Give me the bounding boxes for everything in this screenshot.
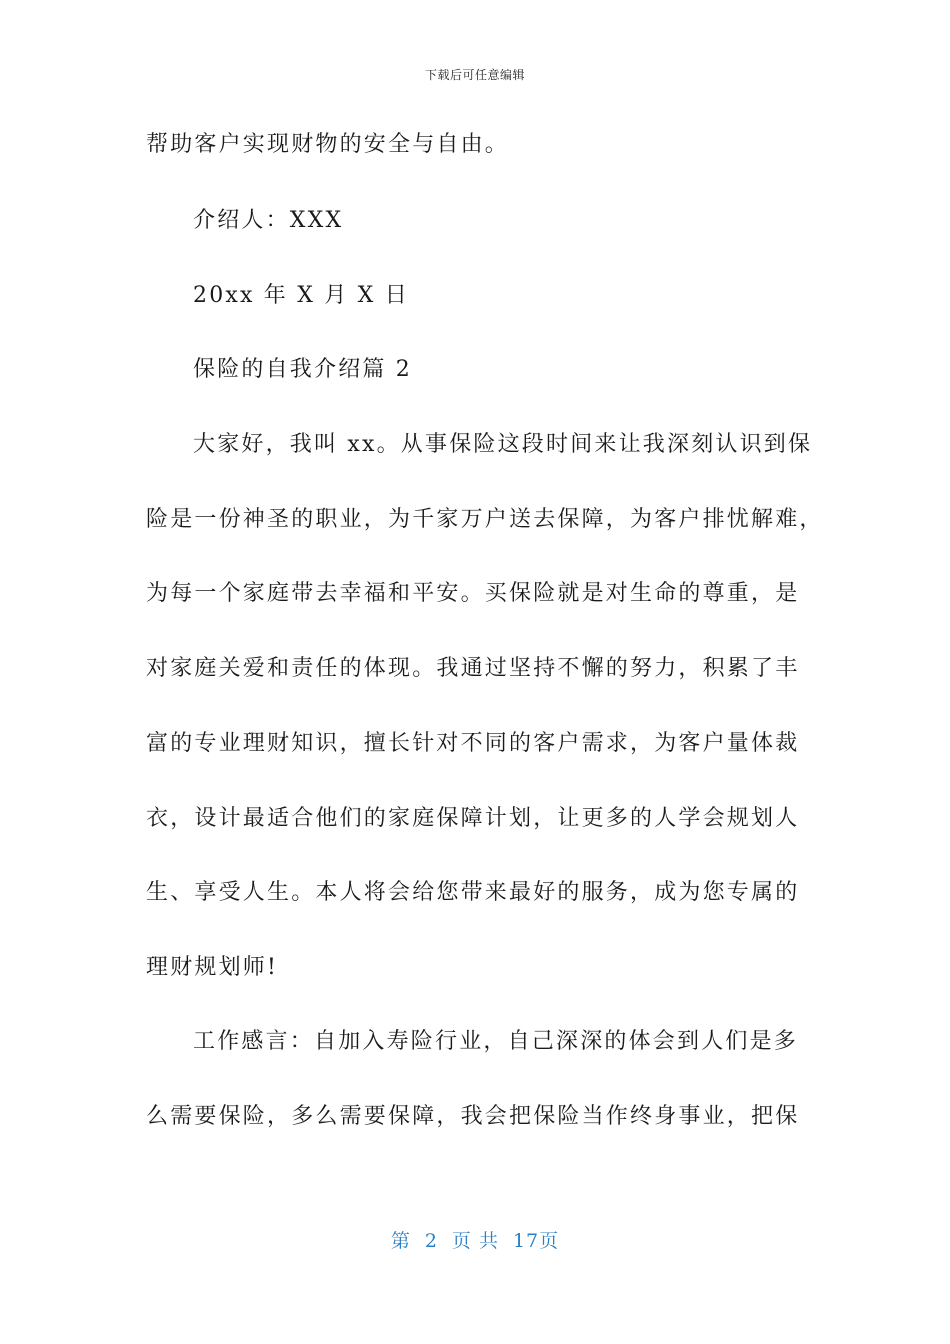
page-header-note: 下载后可任意编辑	[424, 68, 525, 82]
footer-middle: 页 共	[451, 1230, 499, 1252]
footer-prefix: 第	[390, 1230, 411, 1252]
body-line: 为每一个家庭带去幸福和平安。买保险就是对生命的尊重，是	[146, 581, 800, 606]
page-number-footer	[0, 1226, 950, 1253]
body-line: 衣，设计最适合他们的家庭保障计划，让更多的人学会规划人	[146, 806, 800, 831]
body-line: 么需要保险，多么需要保障，我会把保险当作终身事业，把保	[146, 1104, 800, 1129]
body-line: 工作感言：自加入寿险行业，自己深深的体会到人们是多	[193, 1029, 799, 1054]
body-line: 对家庭关爱和责任的体现。我通过坚持不懈的努力，积累了丰	[146, 656, 800, 681]
body-line: 帮助客户实现财物的安全与自由。	[146, 132, 510, 157]
section-heading: 保险的自我介绍篇 2	[193, 357, 412, 382]
body-line: 险是一份神圣的职业，为千家万户送去保障，为客户排忧解难，	[146, 507, 824, 532]
body-line: 生、享受人生。本人将会给您带来最好的服务，成为您专属的	[146, 880, 800, 905]
body-line: 理财规划师!	[146, 955, 279, 980]
current-page-number: 2	[424, 1230, 438, 1252]
footer-suffix: 页	[539, 1230, 560, 1252]
body-line: 富的专业理财知识，擅长针对不同的客户需求，为客户量体裁	[146, 731, 800, 756]
date-line: 20xx 年 X 月 X 日	[193, 283, 409, 308]
total-page-number: 17	[512, 1230, 540, 1252]
introducer-line: 介绍人：XXX	[193, 208, 344, 233]
body-line: 大家好，我叫 xx。从事保险这段时间来让我深刻认识到保	[193, 432, 813, 457]
